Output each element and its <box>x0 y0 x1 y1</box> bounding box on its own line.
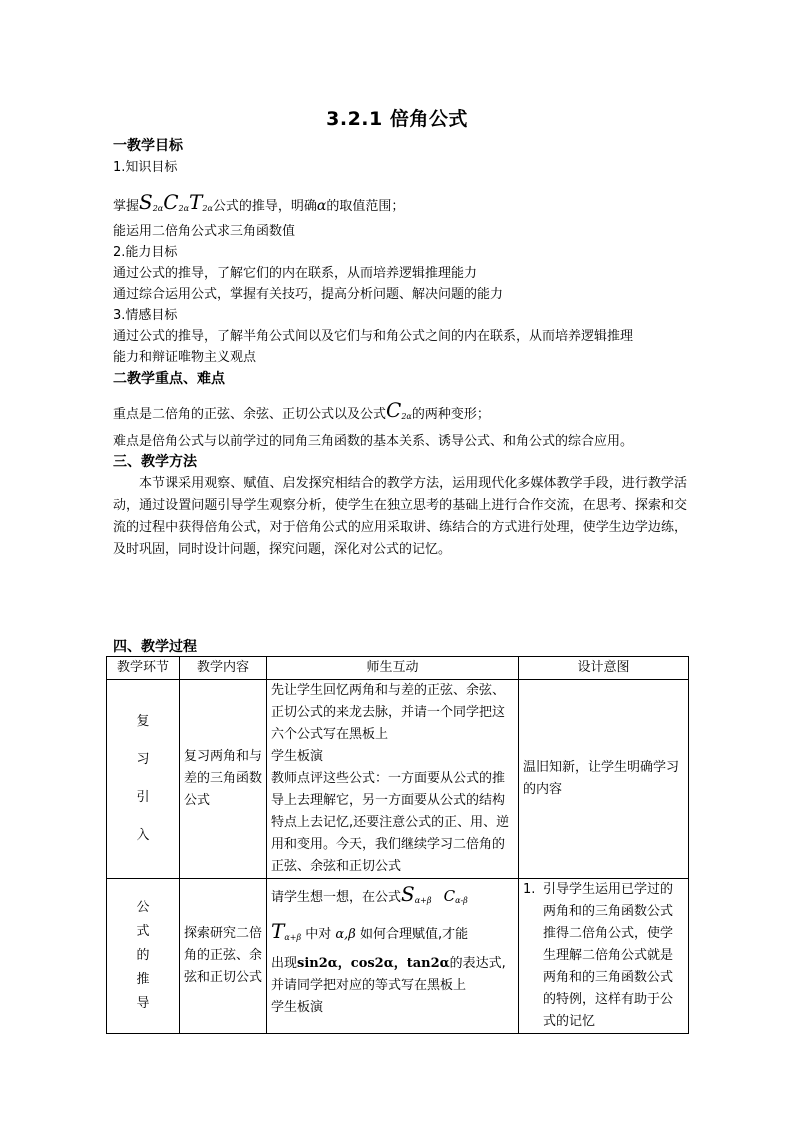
emotion-goal-label: 3.情感目标 <box>113 308 178 323</box>
header-interaction: 师生互动 <box>267 657 519 680</box>
ability-goal-line1: 通过公式的推导，了解它们的内在联系，从而培养逻辑推理能力 <box>113 266 478 281</box>
content-derivation: 探索研究二倍角的正弦、余弦和正切公式 <box>180 879 267 1034</box>
stage-derivation: 公 式 的 推 导 <box>107 879 180 1034</box>
table-row-review <box>107 680 689 879</box>
methods-paragraph: 本节课采用观察、赋值、启发探究相结合的教学方法，运用现代化多媒体教学手段，进行教学活动，通过设置问题引导学生观察分析，使学生在独立思考的基础上进行合作交流，在思考、探索和交流的过程中获得倍角公式，对于倍角公式的应用采取讲、练结合的方式进行处理，使学生边学边练，及时巩固，同时设计问题，探究问题，深化对公式的记忆。 <box>113 476 687 557</box>
intent-derivation: 1. 引导学生运用已学过的两角和的三角函数公式推得二倍角公式，使学生理解二倍角公式就是两角和的三角函数公式的特例，这样有助于公式的记忆 <box>519 879 689 1034</box>
formula-C-diff: $C_{\alpha-\beta}$ <box>443 887 468 905</box>
section-heading-goals: 一教学目标 <box>113 138 183 154</box>
key-point-line <box>113 394 490 422</box>
difficulty-line: 难点是倍角公式与以前学过的同角三角函数的基本关系、诱导公式、和角公式的综合应用。 <box>113 434 634 449</box>
knowledge-goal-line <box>113 186 404 214</box>
content-review: 复习两角和与差的三角函数公式 <box>180 680 267 879</box>
formula-T-sum: $T_{\alpha+\beta}$ <box>271 919 302 943</box>
knowledge-goal-prefix: 掌握 <box>113 199 140 214</box>
section-heading-keypoints: 二教学重点、难点 <box>113 371 225 387</box>
interaction-derivation: 请学生想一想，在公式$S_{\alpha+\beta}$ $C_{\alpha-\beta}$ $T_{\alpha+\beta}$ 中对 α,β 如何合理赋值,才能 出现sin2α，cos2α，tan2α的表达式, 并请同学把对应的等式写在黑板上 学生板演 <box>267 879 519 1034</box>
formula-S-sum: $S_{\alpha+\beta}$ <box>401 882 432 906</box>
header-intent: 设计意图 <box>519 657 689 680</box>
alpha-symbol: α <box>316 198 327 214</box>
stage-review: 复 习 引 入 <box>107 680 180 879</box>
key-point-suffix: 的两种变形； <box>411 407 490 422</box>
table-row-derivation <box>107 879 689 1034</box>
ability-goal-label: 2.能力目标 <box>113 245 178 260</box>
knowledge-goal-suffix: 的取值范围； <box>326 199 405 214</box>
formula-C2a-key: $C_{2\alpha}$ <box>386 398 412 422</box>
key-point-prefix: 重点是二倍角的正弦、余弦、正切公式以及公式 <box>113 407 387 422</box>
table-header-row <box>107 657 689 680</box>
process-table <box>106 656 689 1034</box>
emotion-goal-line2: 能力和辩证唯物主义观点 <box>113 350 257 365</box>
emotion-goal-line1: 通过公式的推导，了解半角公式间以及它们与和角公式之间的内在联系，从而培养逻辑推理 <box>113 329 634 344</box>
header-content: 教学内容 <box>180 657 267 680</box>
ability-goal-line2: 通过综合运用公式，掌握有关技巧，提高分析问题、解决问题的能力 <box>113 287 504 302</box>
section-heading-methods: 三、教学方法 <box>113 454 197 470</box>
page-title: 3.2.1 倍角公式 <box>326 108 468 130</box>
header-stage: 教学环节 <box>107 657 180 680</box>
formula-C2a: $C_{2\alpha}$ <box>163 190 190 214</box>
knowledge-goal-line2: 能运用二倍角公式求三角函数值 <box>113 224 296 239</box>
knowledge-goal-mid: 公式的推导，明确 <box>212 199 317 214</box>
formula-T2a: $T_{2\alpha}$ <box>189 190 213 214</box>
knowledge-goal-label: 1.知识目标 <box>113 160 178 175</box>
double-angle-expr: sin2α，cos2α，tan2α <box>297 956 450 971</box>
section-heading-process: 四、教学过程 <box>113 639 197 655</box>
intent-review: 温旧知新，让学生明确学习的内容 <box>519 680 689 879</box>
formula-S2a: $S_{2\alpha}$ <box>139 190 164 214</box>
interaction-review: 先让学生回忆两角和与差的正弦、余弦、正切公式的来龙去脉，并请一个同学把这六个公式写在黑板上 学生板演 教师点评这些公式：一方面要从公式的推导上去理解它，另一方面要从公式的结构特点上去记忆,还要注意公式的正、用、逆用和变用。今天，我们继续学习二倍角的正弦、余弦和正切公式 <box>267 680 519 879</box>
